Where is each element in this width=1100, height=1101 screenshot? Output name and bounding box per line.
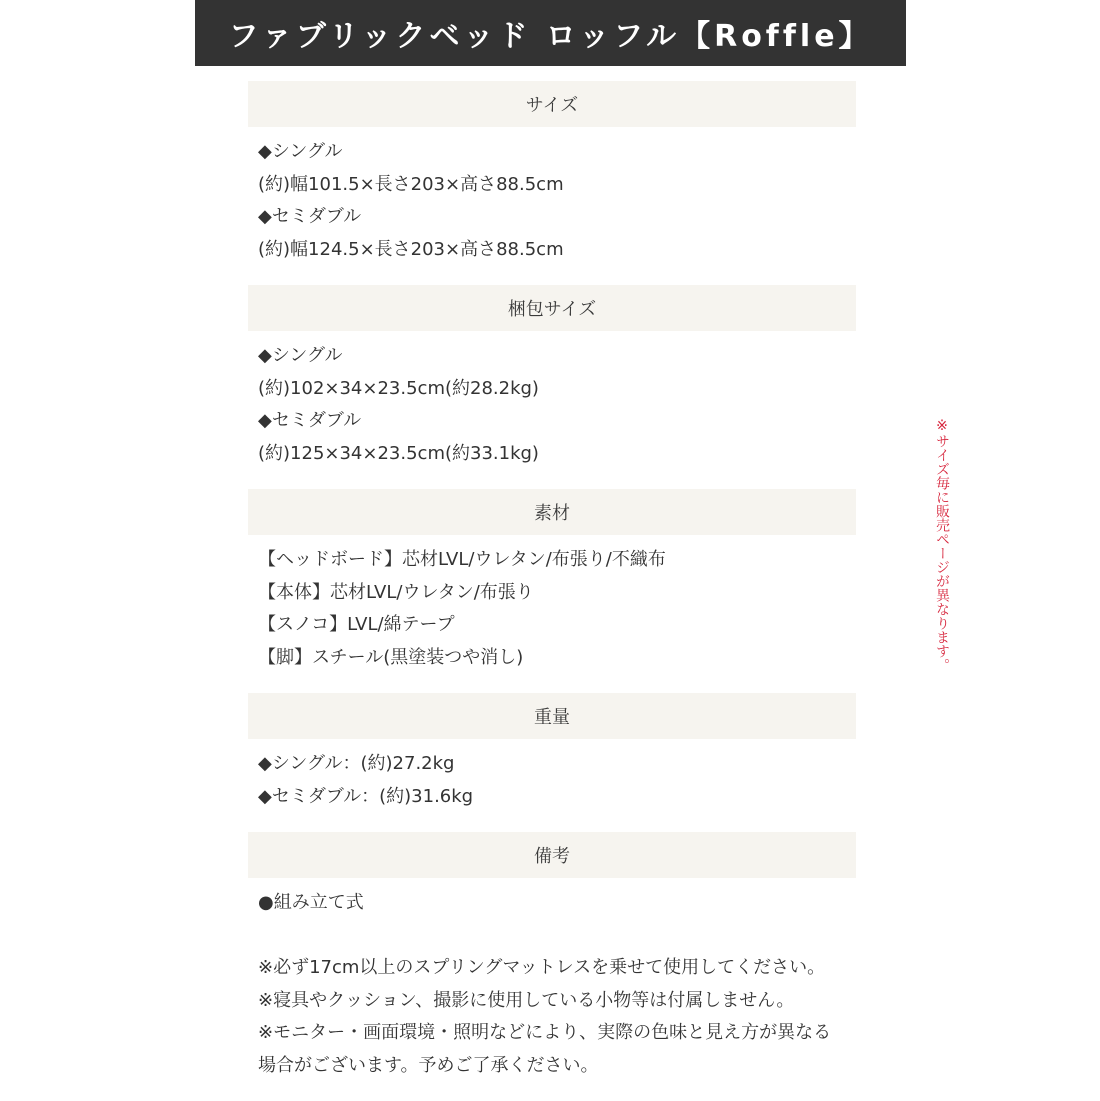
- spec-line: 【スノコ】LVL/綿テープ: [258, 614, 455, 635]
- spec-line: ◆シングル: [258, 141, 343, 162]
- spec-line: ◆セミダブル: [258, 410, 362, 431]
- section-body: [248, 878, 856, 1101]
- section-package-size: [248, 285, 856, 489]
- section-body: [248, 535, 856, 693]
- spec-line: (約)幅124.5×長さ203×高さ88.5cm: [258, 238, 564, 260]
- page-title: ファブリックベッド ロッフル【Roffle】: [195, 0, 906, 66]
- section-header: 梱包サイズ: [248, 285, 856, 331]
- spec-line: ◆セミダブル: [258, 206, 362, 227]
- section-header: 備考: [248, 832, 856, 878]
- spec-line: (約)102×34×23.5cm(約28.2kg): [258, 377, 539, 399]
- spec-line: ※寝具やクッション、撮影に使用している小物等は付属しません。: [258, 989, 795, 1011]
- spec-line: 場合がございます。予めご了承ください。: [258, 1054, 599, 1076]
- spec-line: (約)125×34×23.5cm(約33.1kg): [258, 442, 539, 464]
- section-size: [248, 81, 856, 285]
- section-body: [248, 739, 856, 832]
- spec-line: 【脚】スチール(黒塗装つや消し): [258, 646, 524, 668]
- spec-line: ※モニター・画面環境・照明などにより、実際の色味と見え方が異なる: [258, 1022, 832, 1043]
- side-note: ※サイズ毎に販売ページが異なります。: [934, 418, 950, 672]
- section-header: サイズ: [248, 81, 856, 127]
- spec-table: [248, 81, 856, 1101]
- spec-line: ◆セミダブル：(約)31.6kg: [258, 785, 474, 807]
- spec-line: ◆シングル: [258, 345, 343, 366]
- line-gap: [258, 920, 846, 953]
- section-body: [248, 331, 856, 489]
- section-remarks: [248, 832, 856, 1101]
- spec-line: 【本体】芯材LVL/ウレタン/布張り: [258, 581, 534, 603]
- spec-line: ◆シングル：(約)27.2kg: [258, 753, 455, 774]
- section-material: [248, 489, 856, 693]
- section-body: [248, 127, 856, 285]
- spec-line: (約)幅101.5×長さ203×高さ88.5cm: [258, 173, 564, 195]
- section-weight: [248, 693, 856, 832]
- spec-line: ※必ず17cm以上のスプリングマットレスを乗せて使用してください。: [258, 957, 826, 978]
- section-header: 素材: [248, 489, 856, 535]
- spec-line: 【ヘッドボード】芯材LVL/ウレタン/布張り/不織布: [258, 549, 666, 570]
- section-header: 重量: [248, 693, 856, 739]
- spec-line: ●組み立て式: [258, 892, 364, 913]
